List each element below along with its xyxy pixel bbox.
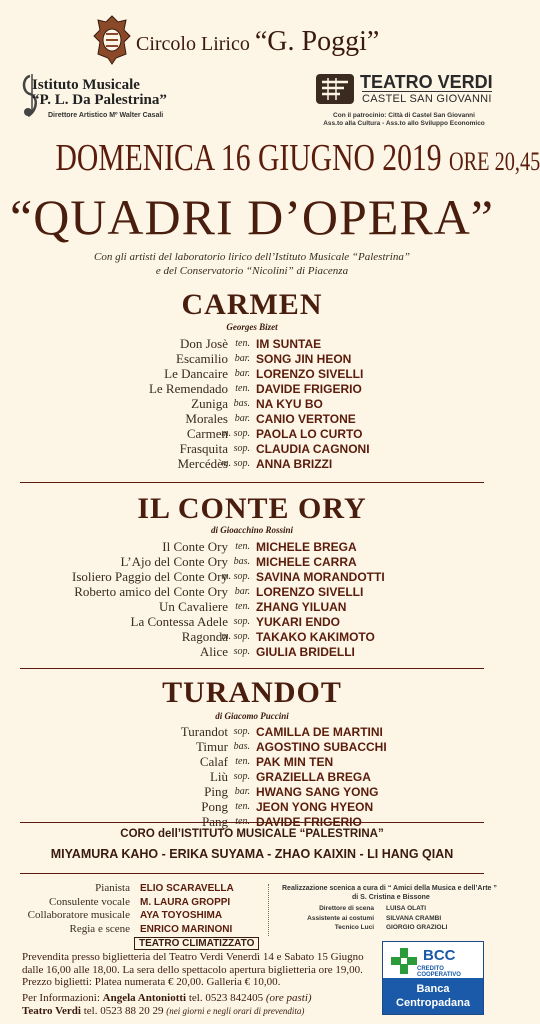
- cast-role: Le Remendado: [148, 381, 228, 396]
- info-line: Per Informazioni: Angela Antoniotti tel. 0523 842405 (ore pasti): [22, 992, 312, 1004]
- cast-voice: sop.: [233, 646, 250, 657]
- realizzazione-name: SILVANA CRAMBI: [386, 914, 442, 922]
- cast-role: Calaf: [199, 754, 228, 769]
- cast-singer: MICHELE CARRA: [256, 555, 357, 569]
- prevendita-text: Prevendita presso biglietteria del Teatro Verdi Venerdì 14 e Sabato 15 Giugno dalle 16,00 alle 18,00. La sera dello spettacolo apertura biglietteria ore 19,00. Prezzo biglietti: Platea numerata € 20,00. Galleria € 10,00.: [22, 951, 364, 988]
- cast-singer: DAVIDE FRIGERIO: [256, 815, 362, 829]
- cast-role: Mercédès: [177, 456, 228, 471]
- cast-voice: m. sop.: [221, 631, 250, 642]
- cast-voice: bar.: [234, 786, 250, 797]
- staff-name: AYA TOYOSHIMA: [140, 910, 223, 921]
- realizzazione-label: Tecnico Luci: [334, 924, 374, 931]
- cast-role: Alice: [199, 644, 228, 659]
- staff-name: ENRICO MARINONI: [140, 923, 233, 935]
- cast-voice: ten.: [235, 601, 250, 612]
- cast-role: Carmen: [186, 426, 228, 441]
- cast-row: [0, 351, 504, 366]
- coro-top-rule: [20, 822, 484, 823]
- cast-role: La Contessa Adele: [130, 614, 228, 629]
- cast-singer: PAK MIN TEN: [256, 755, 334, 769]
- cast-row: [0, 739, 504, 754]
- coro-members: MIYAMURA KAHO - ERIKA SUYAMA - ZHAO KAIXIN - LI HANG QIAN: [50, 847, 454, 861]
- cast-voice: bar.: [234, 353, 250, 364]
- realizzazione-name: LUISA OLATI: [386, 905, 427, 912]
- event-subtitle: Con gli artisti del laboratorio lirico dell’Istituto Musicale “Palestrina” e del Conservatorio “Nicolini” di Piacenza: [94, 251, 410, 277]
- staff-row: [0, 896, 270, 909]
- cast-role: Turandot: [180, 724, 228, 739]
- cast-row: [0, 456, 504, 471]
- cast-voice: ten.: [235, 338, 250, 349]
- cast-role: Zuniga: [191, 396, 228, 411]
- cast-singer: LORENZO SIVELLI: [256, 585, 364, 599]
- staff-row: [0, 882, 270, 895]
- teatro-climatizzato-badge: TEATRO CLIMATIZZATO: [134, 937, 259, 950]
- staff-row: [0, 909, 270, 922]
- cast-singer: MICHELE BREGA: [256, 540, 357, 554]
- cast-row: [0, 629, 504, 644]
- cast-row: [0, 569, 504, 584]
- cast-role: Timur: [195, 739, 228, 754]
- cast-singer: GIULIA BRIDELLI: [256, 645, 355, 659]
- teatro-verdi-title: TEATRO VERDI: [360, 72, 493, 92]
- cast-role: Ragonda: [181, 629, 228, 644]
- cast-row: [0, 381, 504, 396]
- circolo-crest-icon: [92, 14, 132, 66]
- bcc-sponsor-logo: [382, 941, 484, 1015]
- cast-role: Liù: [209, 769, 228, 784]
- cast-singer: PAOLA LO CURTO: [256, 427, 363, 441]
- cast-role: Escamilio: [176, 351, 228, 366]
- event-title: “QUADRI D’OPERA”: [10, 189, 494, 245]
- cast-voice: ten.: [235, 801, 250, 812]
- staff-divider: [268, 884, 269, 936]
- patrocinio: Con il patrocinio: Città di Castel San Giovanni Ass.to alla Cultura - Ass.to allo Sviluppo Economico: [323, 112, 485, 127]
- cast-singer: GRAZIELLA BREGA: [256, 770, 371, 784]
- cast-voice: bar.: [234, 586, 250, 597]
- cast-role: Isoliero Paggio del Conte Ory: [72, 569, 228, 584]
- cast-singer: AGOSTINO SUBACCHI: [256, 740, 387, 754]
- realizzazione-name: GIORGIO GRAZIOLI: [386, 924, 448, 931]
- cast-role: Un Cavaliere: [159, 599, 228, 614]
- bcc-cross-icon: [391, 948, 417, 974]
- cast-voice: sop.: [233, 443, 250, 454]
- cast-row: [0, 396, 504, 411]
- cast-singer: DAVIDE FRIGERIO: [256, 382, 362, 396]
- opera-divider: [20, 668, 484, 669]
- cast-row: [0, 554, 504, 569]
- cast-role: Pong: [201, 799, 228, 814]
- cast-role: Pang: [202, 814, 228, 829]
- cast-voice: ten.: [235, 816, 250, 827]
- cast-singer: HWANG SANG YONG: [256, 785, 379, 799]
- opera-title: IL CONTE ORY: [137, 492, 367, 525]
- coro-title: CORO dell’ISTITUTO MUSICALE “PALESTRINA”: [120, 828, 384, 840]
- cast-voice: m. sop.: [221, 571, 250, 582]
- cast-voice: bas.: [233, 741, 250, 752]
- cast-row: [0, 441, 504, 456]
- opera-title: TURANDOT: [162, 676, 342, 709]
- bcc-name: BCC: [423, 947, 456, 964]
- staff-label: Collaboratore musicale: [27, 909, 130, 921]
- cast-singer: IM SUNTAE: [256, 337, 322, 351]
- cast-row: [0, 411, 504, 426]
- realizzazione-heading: Realizzazione scenica a cura di “ Amici della Musica e dell’Arte ” di S. Cristina e Bissone: [282, 885, 497, 901]
- opera-title: CARMEN: [181, 288, 323, 321]
- cast-voice: bar.: [234, 413, 250, 424]
- cast-role: Frasquita: [179, 441, 228, 456]
- cast-row: [0, 614, 504, 629]
- opera-composer: di Gioacchino Rossini: [210, 525, 293, 535]
- opera-divider: [20, 482, 484, 483]
- cast-voice: bas.: [233, 556, 250, 567]
- cast-row: [0, 539, 504, 554]
- cast-voice: bas.: [233, 398, 250, 409]
- cast-voice: m. sop.: [221, 458, 250, 469]
- opera-composer: Georges Bizet: [226, 322, 278, 332]
- cast-singer: ANNA BRIZZI: [256, 457, 333, 471]
- cast-singer: YUKARI ENDO: [256, 615, 341, 629]
- cast-voice: bar.: [234, 368, 250, 379]
- cast-voice: ten.: [235, 541, 250, 552]
- cast-row: [0, 426, 504, 441]
- staff-label: Pianista: [95, 882, 130, 894]
- cast-voice: ten.: [235, 756, 250, 767]
- staff-label: Regia e scene: [69, 922, 130, 935]
- cast-singer: CANIO VERTONE: [256, 412, 356, 426]
- cast-row: [0, 366, 504, 381]
- cast-singer: NA KYU BO: [256, 397, 323, 411]
- bank-name: Banca Centropadana: [383, 978, 483, 1014]
- staff-name: M. LAURA GROPPI: [140, 896, 231, 908]
- cast-voice: sop.: [233, 616, 250, 627]
- istituto-director: Direttore Artistico Mº Walter Casali: [48, 112, 164, 119]
- bcc-tagline: CREDITO COOPERATIVO: [417, 966, 461, 978]
- cast-singer: JEON YONG HYEON: [256, 800, 374, 814]
- cast-role: Le Dancaire: [164, 366, 228, 381]
- teatro-verdi-place: CASTEL SAN GIOVANNI: [362, 93, 492, 105]
- cast-voice: m. sop.: [221, 428, 250, 439]
- cast-role: L’Ajo del Conte Ory: [120, 554, 228, 569]
- cast-voice: sop.: [233, 726, 250, 737]
- cast-row: [0, 799, 504, 814]
- cast-role: Don Josè: [179, 336, 228, 351]
- cast-singer: CAMILLA DE MARTINI: [256, 725, 383, 739]
- istituto-name: Istituto Musicale “P. L. Da Palestrina”: [32, 77, 167, 108]
- cast-row: [0, 599, 504, 614]
- cast-singer: CLAUDIA CAGNONI: [256, 442, 370, 456]
- cast-singer: LORENZO SIVELLI: [256, 367, 364, 381]
- cast-singer: SAVINA MORANDOTTI: [256, 570, 385, 584]
- staff-row: [0, 923, 270, 936]
- cast-row: [0, 769, 504, 784]
- cast-row: [0, 724, 504, 739]
- teatro-verdi-logo-icon: [314, 72, 356, 108]
- staff-label: Consulente vocale: [49, 895, 130, 908]
- realizzazione-label: Direttore di scena: [319, 905, 374, 912]
- opera-composer: di Giacomo Puccini: [215, 711, 289, 721]
- cast-role: Il Conte Ory: [162, 539, 228, 554]
- cast-voice: ten.: [235, 383, 250, 394]
- realizzazione-label: Assistente ai costumi: [307, 914, 374, 922]
- cast-role: Morales: [185, 411, 228, 426]
- cast-role: Roberto amico del Conte Ory: [74, 584, 228, 599]
- teatro-contact-line: Teatro Verdi tel. 0523 88 20 29 (nei giorni e negli orari di prevendita): [22, 1005, 305, 1017]
- coro-bottom-rule: [20, 873, 484, 874]
- cast-singer: SONG JIN HEON: [256, 352, 352, 366]
- circolo-title: Circolo Lirico “G. Poggi”: [136, 26, 380, 57]
- cast-row: [0, 336, 504, 351]
- cast-row: [0, 584, 504, 599]
- cast-singer: ZHANG YILUAN: [256, 600, 347, 614]
- event-date: DOMENICA 16 GIUGNO 2019 ORE 20,45: [55, 137, 540, 179]
- cast-row: [0, 754, 504, 769]
- staff-name: ELIO SCARAVELLA: [140, 883, 234, 894]
- cast-role: Ping: [204, 784, 228, 799]
- cast-row: [0, 644, 504, 659]
- cast-voice: sop.: [233, 771, 250, 782]
- cast-row: [0, 784, 504, 799]
- cast-singer: TAKAKO KAKIMOTO: [256, 630, 375, 644]
